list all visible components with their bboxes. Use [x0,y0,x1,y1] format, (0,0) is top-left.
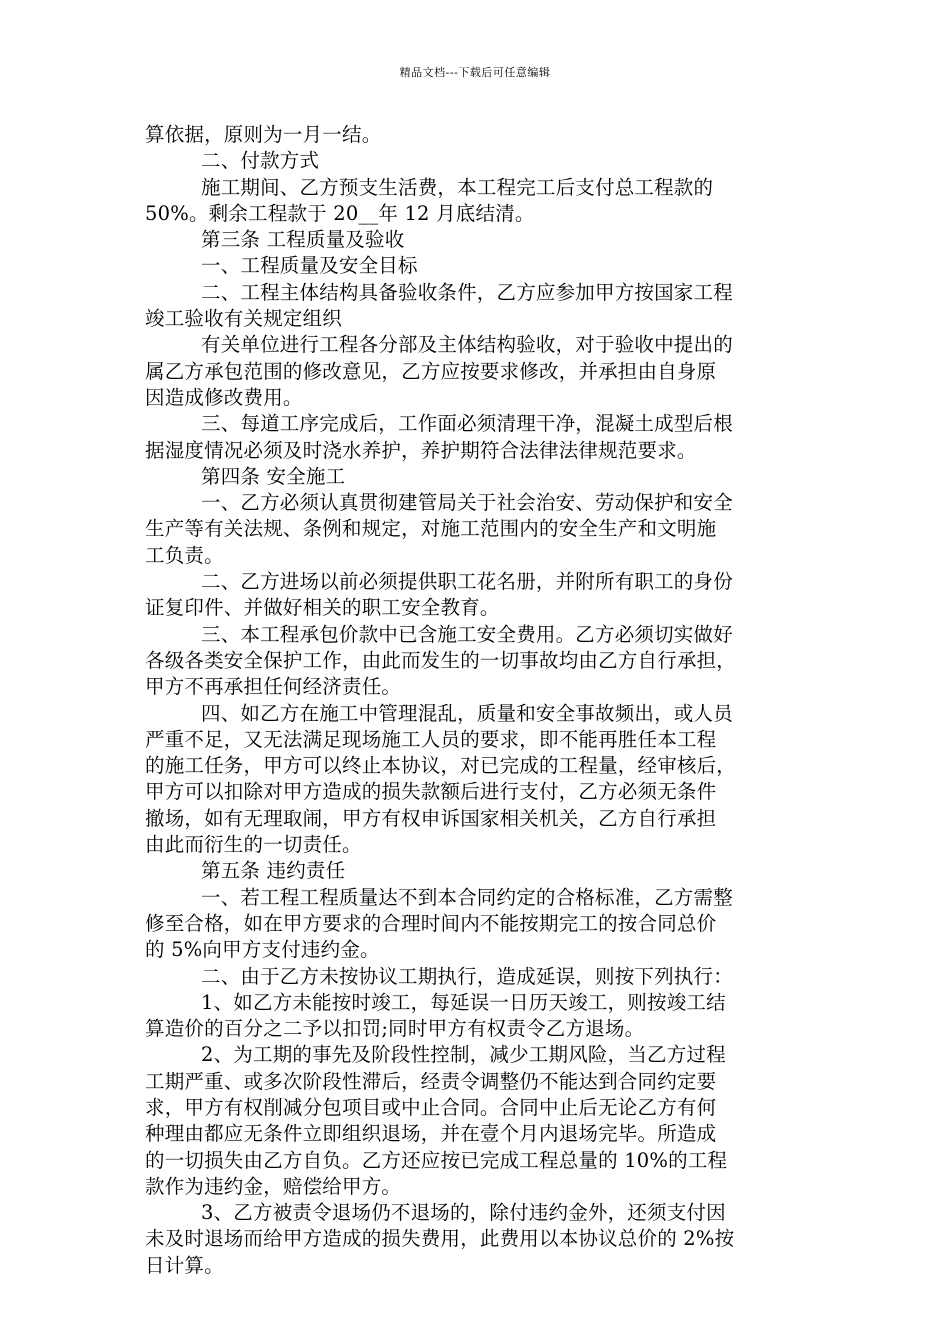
text-line: 算依据，原则为一月一结。 [145,123,382,146]
text-line: 三、每道工序完成后，工作面必须清理干净，混凝土成型后根 [201,412,733,436]
text-line: 未及时退场而给甲方造成的损失费用，此费用以本协议总价的 2%按 [145,1227,735,1251]
text-line: 证复印件、并做好相关的职工安全教育。 [145,596,500,620]
text-line: 各级各类安全保护工作，由此而发生的一切事故均由乙方自行承担， [145,648,737,672]
text-line: 二、乙方进场以前必须提供职工花名册，并附所有职工的身份 [201,570,733,594]
text-line: 一、乙方必须认真贯彻建管局关于社会治安、劳动保护和安全 [201,491,733,515]
text-line: 有关单位进行工程各分部及主体结构验收，对于验收中提出的 [201,333,733,357]
text-line: 一、若工程工程质量达不到本合同约定的合格标准，乙方需整 [201,885,733,909]
text-line: 撤场，如有无理取闹，甲方有权申诉国家相关机关，乙方自行承担 [145,806,717,830]
text-line: 工负责。 [145,543,224,567]
text-line: 二、付款方式 [201,149,320,173]
page-header: 精品文档---下载后可任意编辑 [399,66,551,79]
text-line: 二、由于乙方未按协议工期执行，造成延误，则按下列执行： [201,964,733,988]
document-body [145,122,815,1279]
text-line: 的 5%向甲方支付违约金。 [145,938,380,962]
text-line: 第三条 工程质量及验收 [201,228,405,252]
text-line: 因造成修改费用。 [145,385,303,409]
text-line: 的一切损失由乙方自负。乙方还应按已完成工程总量的 10%的工程 [145,1148,728,1172]
text-line: 甲方不再承担任何经济责任。 [145,675,402,699]
text-line: 严重不足，又无法满足现场施工人员的要求，即不能再胜任本工程 [145,727,717,751]
text-line: 二、工程主体结构具备验收条件，乙方应参加甲方按国家工程 [201,280,733,304]
text-line: 种理由都应无条件立即组织退场，并在壹个月内退场完毕。所造成 [145,1122,717,1146]
text-line: 四、如乙方在施工中管理混乱，质量和安全事故频出，或人员 [201,701,733,725]
text-line: 施工期间、乙方预支生活费，本工程完工后支付总工程款的 [201,175,714,199]
text-line: 50%。剩余工程款于 20__年 12 月底结清。 [145,201,535,225]
text-line: 1、如乙方未能按时竣工，每延误一日历天竣工，则按竣工结 [201,990,726,1014]
text-line: 三、本工程承包价款中已含施工安全费用。乙方必须切实做好 [201,622,733,646]
text-line: 生产等有关法规、条例和规定，对施工范围内的安全生产和文明施 [145,517,717,541]
text-line: 工期严重、或多次阶段性滞后，经责令调整仍不能达到合同约定要 [145,1069,717,1093]
text-line: 竣工验收有关规定组织 [145,307,343,331]
text-line: 属乙方承包范围的修改意见，乙方应按要求修改，并承担由自身原 [145,359,717,383]
text-line: 日计算。 [145,1253,224,1277]
text-line: 第四条 安全施工 [201,464,346,488]
text-line: 3、乙方被责令退场仍不退场的，除付违约金外，还须支付因 [201,1201,726,1225]
text-line: 由此而衍生的一切责任。 [145,833,362,857]
text-line: 算造价的百分之二予以扣罚;同时甲方有权责令乙方退场。 [145,1017,645,1041]
text-line: 2、为工期的事先及阶段性控制，减少工期风险，当乙方过程 [201,1043,726,1067]
text-line: 第五条 违约责任 [201,859,346,883]
text-line: 一、工程质量及安全目标 [201,254,418,278]
text-line: 的施工任务，甲方可以终止本协议，对已完成的工程量，经审核后， [145,754,737,778]
text-line: 甲方可以扣除对甲方造成的损失款额后进行支付，乙方必须无条件 [145,780,717,804]
text-line: 款作为违约金，赔偿给甲方。 [145,1174,402,1198]
text-line: 据湿度情况必须及时浇水养护，养护期符合法律法律规范要求。 [145,438,697,462]
text-line: 修至合格，如在甲方要求的合理时间内不能按期完工的按合同总价 [145,911,717,935]
text-line: 求，甲方有权削减分包项目或中止合同。合同中止后无论乙方有何 [145,1095,717,1119]
